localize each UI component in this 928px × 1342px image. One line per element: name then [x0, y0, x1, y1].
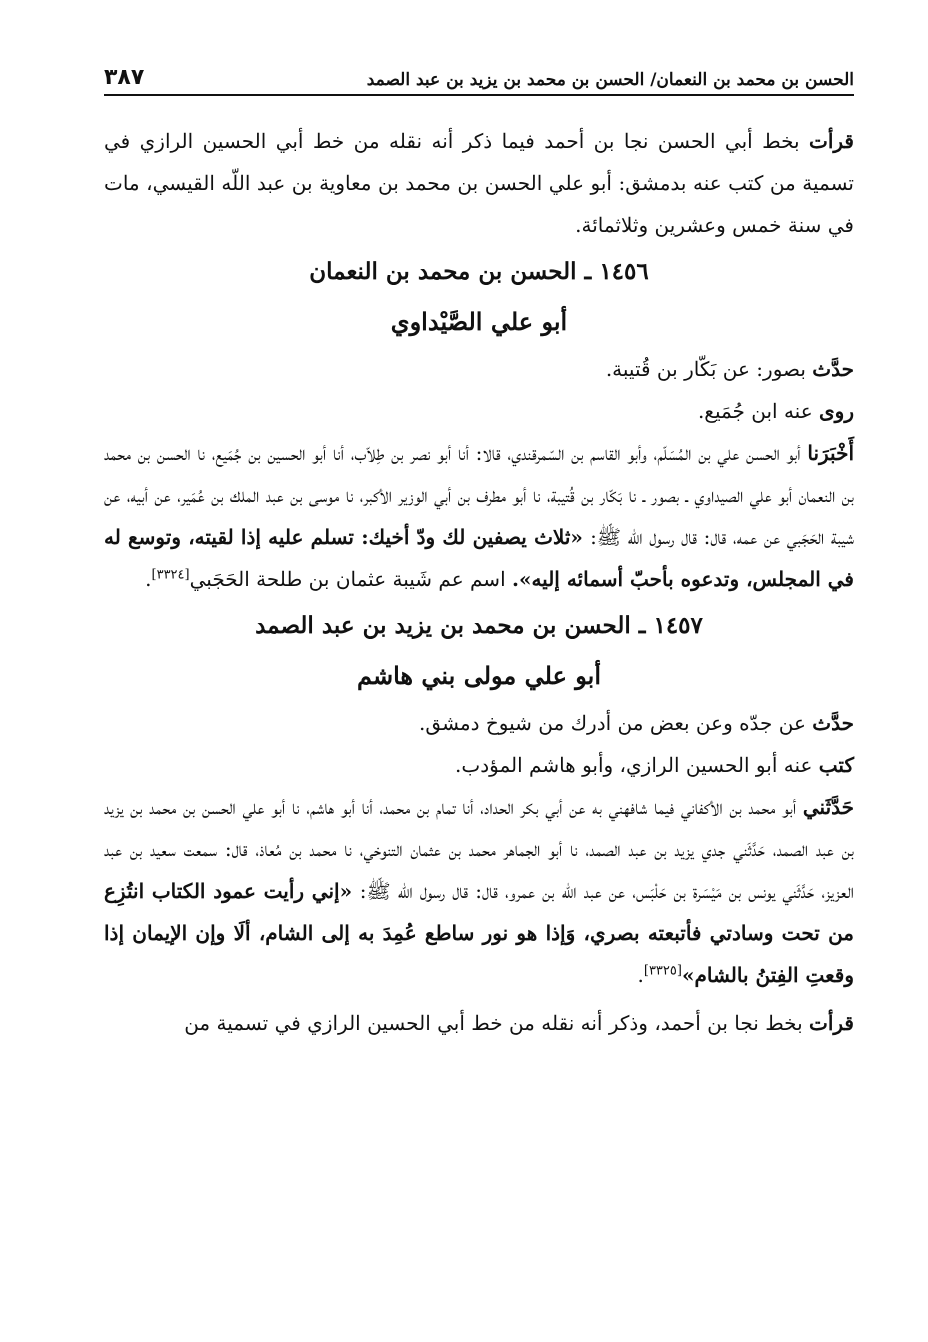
- paragraph-lead: قرأت: [809, 1011, 854, 1035]
- hadith-text: «ثلاث يصفين لك ودّ أخيك: تسلم عليه إذا لقيته، وتوسع له في المجلس، وتدعوه بأحبّ أسمائه إليه».: [104, 525, 854, 591]
- paragraph-text: أبو محمد بن الأكفاني فيما شافهني به عن أبي بكر الحداد، أنا تمام بن محمد، أنا أبو هاشم، نا أبو علي الحسن بن محمد بن يزيد بن عبد الصمد، حَدَّثَني جدي يزيد بن عبد الصمد، نا أبو الجماهر محمد بن عثمان التنوخي، نا محمد بن مُعاذ، قال: سمعت سعيد بن عبد العزيز، حَدَّثَني يونس بن مَيْسَرة بن حَلْبَس، عن عبد اللّه بن عمرو، قال: قال رسول اللّه ﷺ:: [104, 795, 854, 903]
- entry-heading-1457: ١٤٥٧ ـ الحسن بن محمد بن يزيد بن عبد الصمد: [255, 612, 703, 639]
- paragraph-isnad-1456: أَخْبَرَنا أبو الحسن علي بن المُسَلّم، وأبو القاسم بن السّمرقندي، قالا: أنا أبو نصر بن طِلاّب، أنا أبو الحسين بن جُمَيع، نا الحسن بن محمد بن النعمان أبو علي الصيداوي ـ بصور ـ نا بَكّار بن قُتيبة، نا أبو مطرف بن أبي الوزير الأكبر، نا موسى بن عبد الملك بن عُمَير، عن أبيه، عن شيبة الحَجَبي عن عمه، قال: قال رسول اللّه ﷺ: «ثلاث يصفين لك ودّ أخيك: تسلم عليه إذا لقيته، وتوسع له في المجلس، وتدعوه بأحبّ أسمائه إليه». اسم عم شَيبة عثمان بن طلحة الحَجَبي[٣٣٢٤].: [104, 441, 854, 591]
- paragraph-qara-at-2: [104, 1002, 854, 1044]
- running-title: الحسن بن محمد بن النعمان/ الحسن بن محمد بن يزيد بن عبد الصمد: [366, 70, 854, 90]
- page-body: [104, 120, 854, 1044]
- paragraph-text: عنه أبو الحسين الرازي، وأبو هاشم المؤدب.: [455, 753, 819, 777]
- paragraph-text: بصور: عن بَكّار بن قُتيبة.: [605, 357, 813, 381]
- paragraph-kataba-1457: [104, 744, 854, 786]
- paragraph-isnad-1457: حَدَّثَني أبو محمد بن الأكفاني فيما شافهني به عن أبي بكر الحداد، أنا تمام بن محمد، أنا أبو هاشم، نا أبو علي الحسن بن محمد بن يزيد بن عبد الصمد، حَدَّثَني جدي يزيد بن عبد الصمد، نا أبو الجماهر محمد بن عثمان التنوخي، نا محمد بن مُعاذ، قال: سمعت سعيد بن عبد العزيز، حَدَّثَني يونس بن مَيْسَرة بن حَلْبَس، عن عبد اللّه بن عمرو، قال: قال رسول اللّه ﷺ: «إني رأيت عمود الكتاب انتُزِع من تحت وسادتي فأتبعته بصري، وَإذا هو نور ساطع عُمِدَ به إلى الشام، ألَا وإن الإيمان إذا وقعتِ الفِتنُ بالشام»[٣٣٢٥].: [104, 795, 854, 987]
- paragraph-lead: حدَّث: [812, 357, 854, 381]
- paragraph-haddath-1457: [104, 702, 854, 744]
- paragraph-lead: قرأت: [809, 129, 854, 153]
- entry-heading-1456: ١٤٥٦ ـ الحسن بن محمد بن النعمان: [309, 258, 649, 285]
- hadith-text: «إني رأيت عمود الكتاب انتُزِع من تحت وسادتي فأتبعته بصري، وَإذا هو نور ساطع عُمِدَ به إلى الشام، ألَا وإن الإيمان إذا وقعتِ الفِتنُ بالشام»: [104, 879, 854, 987]
- paragraph-text: اسم عم شَيبة عثمان بن طلحة الحَجَبي: [189, 567, 512, 591]
- footnote-ref: [٣٣٢٤]: [151, 567, 190, 583]
- paragraph-text: عنه ابن جُمَيع.: [697, 399, 820, 423]
- paragraph-text: عن جدّه وعن بعض من أدرك من شيوخ دمشق.: [419, 711, 813, 735]
- entry-kunya-1456: أبو علي الصَّيْداوي: [390, 307, 568, 336]
- page-header: [104, 62, 854, 96]
- paragraph-qara-at-1: [104, 120, 854, 246]
- paragraph-text: بخط أبي الحسن نجا بن أحمد فيما ذكر أنه نقله من خط أبي الحسين الرازي في تسمية من كتب عنه بدمشق: أبو علي الحسن بن محمد بن معاوية بن عبد اللّه القيسي، مات في سنة خمس وعشرين وثلاثمائة.: [104, 129, 854, 237]
- paragraph-text: بخط نجا بن أحمد، وذكر أنه نقله من خط أبي الحسين الرازي في تسمية من: [184, 1011, 810, 1035]
- page-number: ٣٨٧: [104, 65, 145, 90]
- entry-kunya-1457: أبو علي مولى بني هاشم: [357, 661, 601, 690]
- paragraph-rawa-1456: [104, 390, 854, 432]
- paragraph-lead: حدَّث: [812, 711, 854, 735]
- paragraph-text: أبو الحسن علي بن المُسَلّم، وأبو القاسم بن السّمرقندي، قالا: أنا أبو نصر بن طِلاّب، أنا أبو الحسين بن جُمَيع، نا الحسن بن محمد بن النعمان أبو علي الصيداوي ـ بصور ـ نا بَكّار بن قُتيبة، نا أبو مطرف بن أبي الوزير الأكبر، نا موسى بن عبد الملك بن عُمَير، عن أبيه، عن شيبة الحَجَبي عن عمه، قال: قال رسول اللّه ﷺ:: [104, 441, 854, 549]
- paragraph-haddath-1456: [104, 348, 854, 390]
- paragraph-lead: روى: [819, 399, 854, 423]
- footnote-ref: [٣٣٢٥]: [643, 963, 682, 979]
- paragraph-lead: كتب: [818, 753, 854, 777]
- paragraph-lead: حَدَّثَني: [802, 795, 854, 819]
- paragraph-lead: أَخْبَرَنا: [807, 441, 854, 465]
